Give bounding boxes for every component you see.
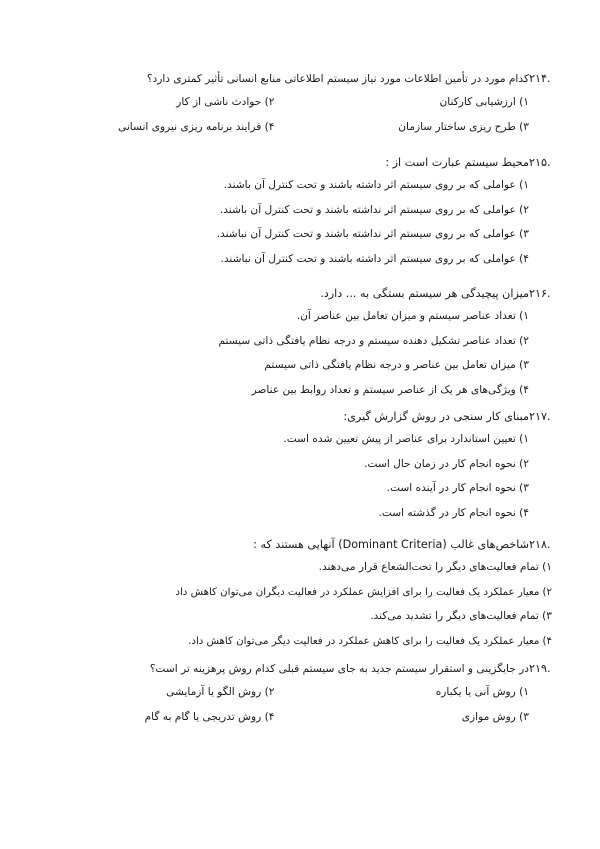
question-text: شاخص‌های غالب (Dominant Criteria) آنهایی هستند که : (253, 538, 529, 551)
option-1[interactable]: ۱) تعیین استاندارد برای عناصر از پیش تعیین شده است. (283, 433, 529, 445)
options-list (40, 559, 552, 650)
option-1[interactable]: ۱) ارزشیابی کارکنان (439, 96, 529, 108)
options-grid (40, 684, 529, 733)
option-3[interactable]: ۳) عواملی که بر روی سیستم اثر نداشته باشند و تحت کنترل آن نباشند. (216, 228, 529, 240)
question-number: ۲۱۵. (529, 156, 551, 169)
question-stem (40, 285, 560, 302)
option-1[interactable]: ۱) عواملی که بر روی سیستم اثر داشته باشند و تحت کنترل آن باشند. (223, 179, 529, 191)
question-text: میزان پیچیدگی هر سیستم بستگی به ... دارد. (320, 287, 529, 300)
question-number: ۲۱۹. (529, 662, 551, 675)
question-stem (40, 70, 560, 88)
question-214 (40, 70, 560, 143)
option-4[interactable]: ۴) نحوه انجام کار در گذشته است. (378, 506, 529, 519)
question-stem (40, 536, 560, 553)
option-2[interactable]: ۲) نحوه انجام کار در زمان حال است. (364, 457, 529, 470)
question-218 (40, 536, 560, 657)
question-number: ۲۱۴. (529, 72, 551, 85)
option-3[interactable]: ۳) روش موازی (461, 710, 529, 723)
question-number: ۲۱۸. (529, 538, 551, 551)
option-2[interactable]: ۲) عواملی که بر روی سیستم اثر نداشته باشند و تحت کنترل آن باشند. (219, 203, 529, 216)
option-2[interactable]: ۲) حوادث ناشی از کار (176, 96, 275, 108)
question-number: ۲۱۷. (529, 410, 551, 423)
question-stem (40, 154, 560, 171)
question-215 (40, 154, 560, 275)
options-list (40, 431, 529, 522)
option-4[interactable]: ۴) عواملی که بر روی سیستم اثر داشته باشند و تحت کنترل آن نباشند. (220, 252, 529, 265)
question-stem (40, 408, 560, 425)
question-stem (40, 660, 560, 678)
option-2[interactable]: ۲) معیار عملکرد یک فعالیت را برای افزایش عملکرد در فعالیت دیگران می‌توان کاهش داد (175, 586, 552, 598)
question-216 (40, 285, 560, 406)
question-number: ۲۱۶. (529, 287, 551, 300)
option-4[interactable]: ۴) ویژگی‌های هر یک از عناصر سیستم و تعداد روابط بین عناصر (251, 383, 529, 396)
option-3[interactable]: ۳) تمام فعالیت‌های دیگر را تشدید می‌کند. (370, 610, 552, 622)
option-3[interactable]: ۳) طرح ریزی ساختار سازمان (398, 120, 529, 133)
option-2[interactable]: ۲) روش الگو یا آزمایشی (166, 686, 275, 698)
option-1[interactable]: ۱) روش آنی یا یکباره (435, 686, 529, 698)
option-4[interactable]: ۴) فرایند برنامه ریزی نیروی انسانی (117, 120, 275, 133)
option-3[interactable]: ۳) میزان تعامل بین عناصر و درجه نظام یافتگی ذاتی سیستم (264, 359, 529, 371)
option-1[interactable]: ۱) تمام فعالیت‌های دیگر را تحت‌الشعاع قرار می‌دهند. (318, 561, 552, 573)
options-grid (40, 94, 529, 143)
question-text: مبنای کار سنجی در روش گزارش گیری: (343, 410, 529, 423)
option-3[interactable]: ۳) نحوه انجام کار در آینده است. (386, 482, 529, 494)
question-text: کدام مورد در تأمین اطلاعات مورد نیاز سیستم اطلاعاتی منابع انسانی تأثیر کمتری دارد؟ (146, 73, 529, 85)
option-1[interactable]: ۱) تعداد عناصر سیستم و میزان تعامل بین عناصر آن. (296, 310, 529, 322)
question-219 (40, 660, 560, 733)
option-4[interactable]: ۴) روش تدریجی یا گام به گام (144, 710, 275, 723)
question-text: در جایگزینی و استقرار سیستم جدید به جای سیستم قبلی کدام روش پرهزینه تر است؟ (149, 663, 529, 675)
options-list (40, 308, 529, 399)
question-217 (40, 408, 560, 529)
option-2[interactable]: ۲) تعداد عناصر تشکیل دهنده سیستم و درجه نظام یافتگی ذاتی سیستم (218, 334, 529, 347)
options-list (40, 177, 529, 268)
option-4[interactable]: ۴) معیار عملکرد یک فعالیت را برای کاهش عملکرد در فعالیت دیگر می‌توان کاهش داد. (188, 635, 552, 647)
question-text: محیط سیستم عبارت است از : (385, 156, 529, 169)
